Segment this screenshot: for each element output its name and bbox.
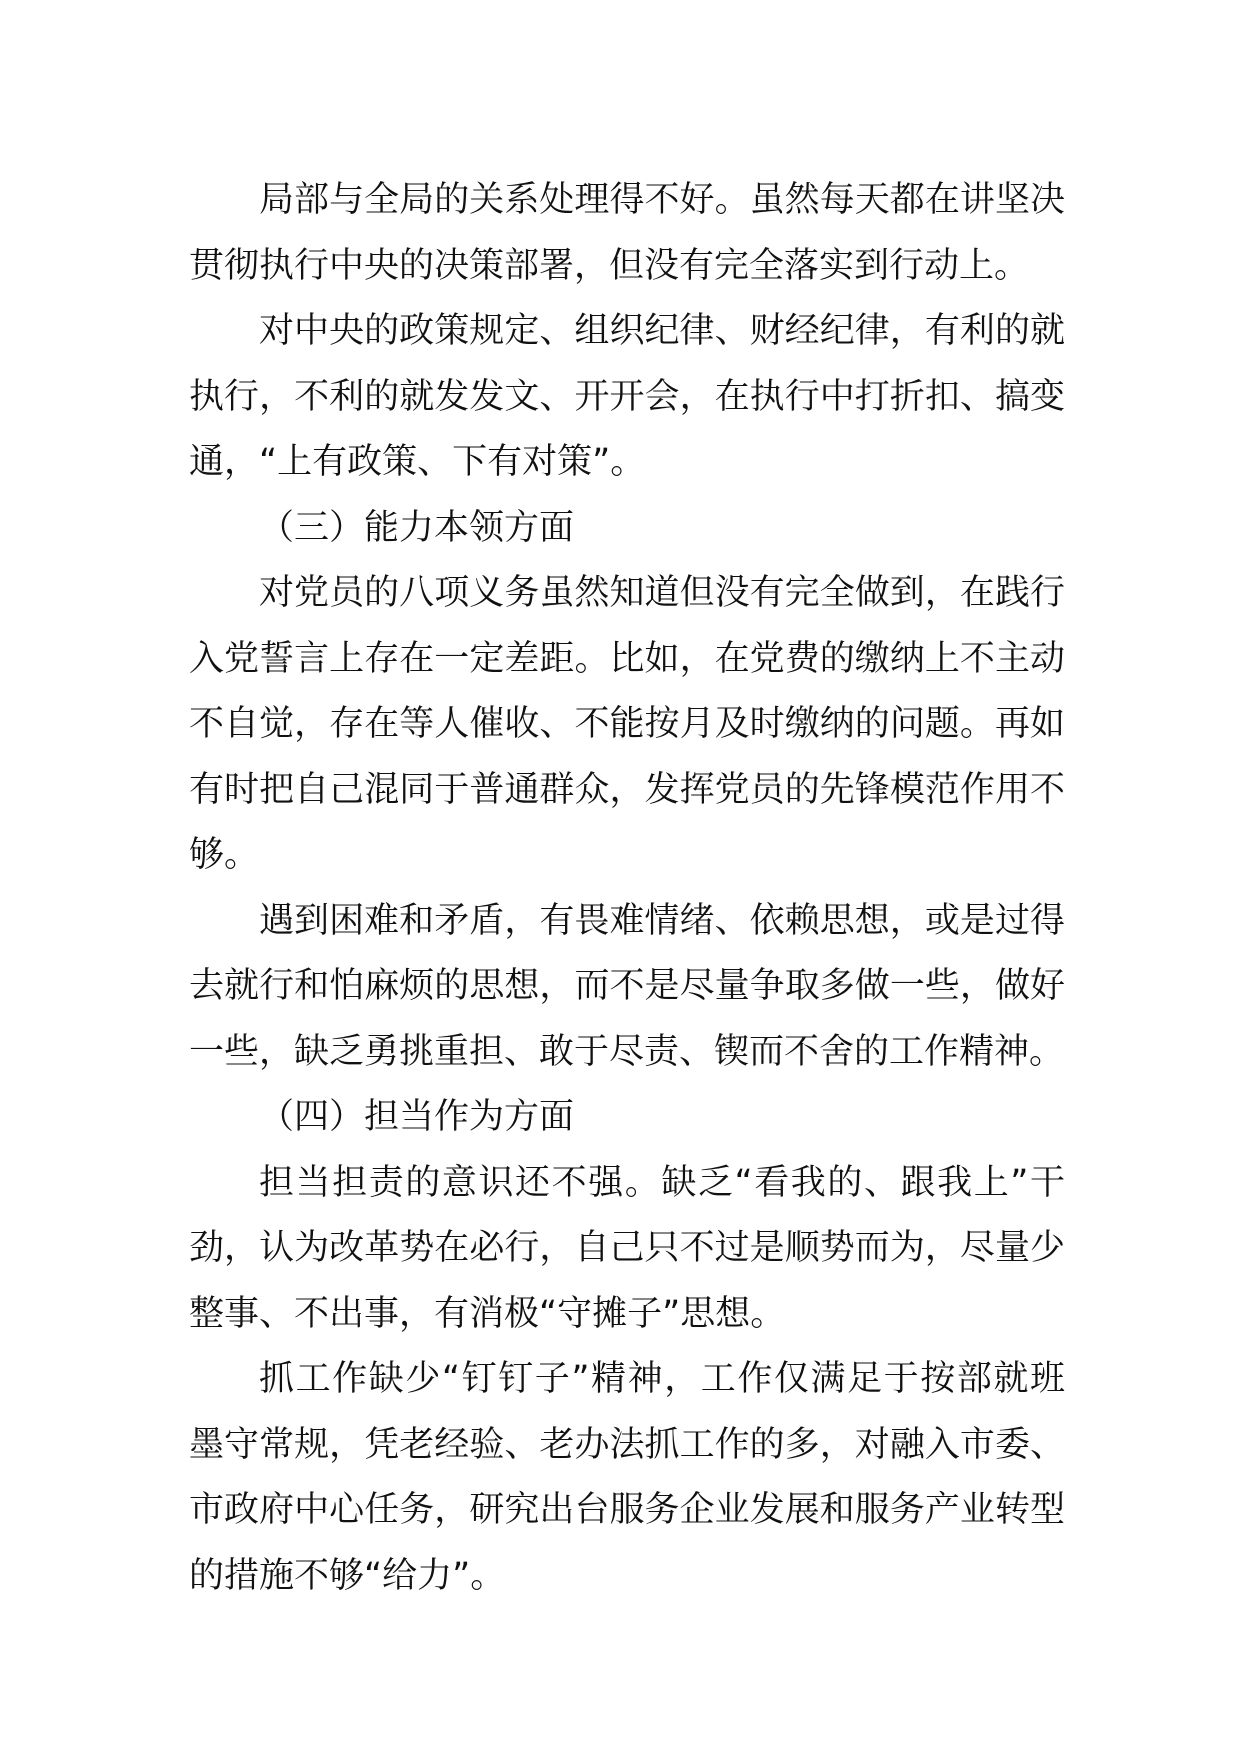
paragraph-work-spirit: 抓工作缺少“钉钉子”精神，工作仅满足于按部就班墨守常规，凭老经验、老办法抓工作的多，对融入市委、市政府中心任务，研究出台服务企业发展和服务产业转型的措施不够“给力”。 [189, 1359, 1065, 1596]
paragraph-difficulties: 遇到困难和矛盾，有畏难情绪、依赖思想，或是过得去就行和怕麻烦的思想，而不是尽量争取多做一些，做好一些，缺乏勇挑重担、敢于尽责、锲而不舍的工作精神。 [189, 900, 1065, 1072]
paragraph-policy-execution: 对中央的政策规定、组织纪律、财经纪律，有利的就执行，不利的就发发文、开开会，在执行中打折扣、搞变通，“上有政策、下有对策”。 [189, 311, 1065, 482]
section-heading-responsibility: （四）担当作为方面 [259, 1097, 575, 1137]
paragraph-party-obligations: 对党员的八项义务虽然知道但没有完全做到，在践行入党誓言上存在一定差距。比如，在党费的缴纳上不主动不自觉，存在等人催收、不能按月及时缴纳的问题。再如有时把自己混同于普通群众，发挥党员的先锋模范作用不够。 [189, 573, 1065, 875]
section-heading-ability: （三）能力本领方面 [259, 507, 575, 548]
document-body [189, 168, 1065, 1609]
paragraph-global-relation: 局部与全局的关系处理得不好。虽然每天都在讲坚决贯彻执行中央的决策部署，但没有完全落实到行动上。 [189, 180, 1065, 286]
paragraph-responsibility-awareness: 担当担责的意识还不强。缺乏“看我的、跟我上”干劲，认为改革势在必行，自己只不过是顺势而为，尽量少整事、不出事，有消极“守摊子”思想。 [189, 1162, 1065, 1334]
